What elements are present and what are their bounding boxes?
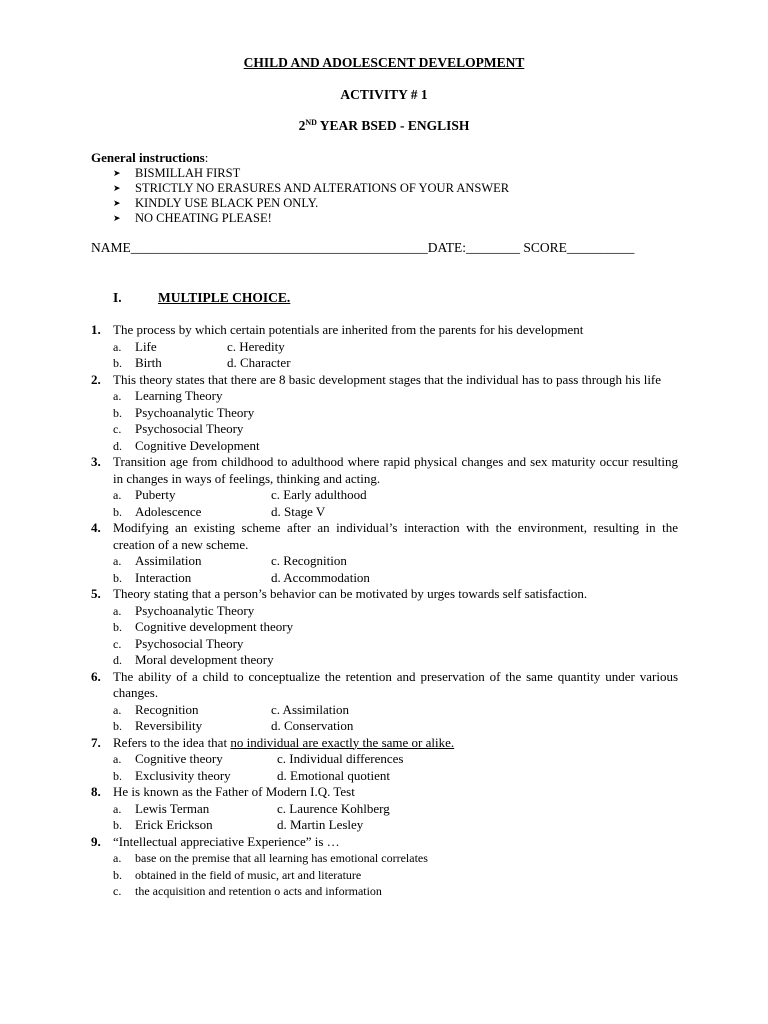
instruction-text: KINDLY USE BLACK PEN ONLY. xyxy=(135,196,319,210)
option-item[interactable] xyxy=(113,603,678,620)
options xyxy=(113,801,678,834)
option-row xyxy=(113,768,678,785)
question-text: Theory stating that a person’s behavior can be motivated by urges towards self satisfaction. xyxy=(113,586,588,601)
options xyxy=(113,850,678,900)
option-row xyxy=(113,570,678,587)
arrow-bullet-icon: ➤ xyxy=(113,183,121,193)
name-date-score-line[interactable]: NAME____________________________________________DATE:________ SCORE__________ xyxy=(91,240,635,255)
option-letter: b. xyxy=(113,719,122,733)
question-6 xyxy=(91,669,678,735)
instructions-colon: : xyxy=(204,150,209,165)
question-text: Transition age from childhood to adulthood where rapid physical changes and sex maturity occur resulting in changes in ways of feelings, thinking and acting. xyxy=(113,454,678,486)
option-text: Cognitive Development xyxy=(135,437,260,453)
option-text[interactable]: c. Heredity xyxy=(227,338,285,354)
year-superscript: ND xyxy=(305,118,317,127)
option-row xyxy=(113,801,678,818)
question-5 xyxy=(91,586,678,669)
option-row xyxy=(113,702,678,719)
option-text[interactable]: Lewis Terman xyxy=(135,800,210,816)
question-number: 5. xyxy=(91,586,101,601)
instruction-item xyxy=(113,211,509,226)
option-text[interactable]: c. Assimilation xyxy=(271,701,349,717)
activity-label: ACTIVITY # 1 xyxy=(340,87,428,102)
option-text[interactable]: c. Recognition xyxy=(271,553,347,568)
option-row xyxy=(113,718,678,735)
option-letter: b. xyxy=(113,356,122,370)
option-item[interactable] xyxy=(113,867,678,884)
question-9 xyxy=(91,834,678,900)
options xyxy=(113,702,678,735)
option-text: Cognitive development theory xyxy=(135,619,294,634)
option-letter: b. xyxy=(113,620,122,634)
option-text[interactable]: d. Conservation xyxy=(271,718,354,733)
option-row xyxy=(113,817,678,834)
option-text[interactable]: c. Laurence Kohlberg xyxy=(277,800,390,816)
option-letter: b. xyxy=(113,818,122,832)
option-letter: a. xyxy=(113,752,122,766)
option-text[interactable]: Cognitive theory xyxy=(135,751,223,766)
question-number: 7. xyxy=(91,734,101,750)
option-letter: b. xyxy=(113,405,122,420)
option-text[interactable]: d. Stage V xyxy=(271,503,326,519)
question-text-underlined: no individual are exactly the same or alike. xyxy=(230,734,455,750)
question-7 xyxy=(91,735,678,785)
arrow-bullet-icon: ➤ xyxy=(113,168,121,178)
option-item[interactable] xyxy=(113,850,678,867)
option-letter: a. xyxy=(113,702,122,717)
option-text[interactable]: d. Character xyxy=(227,355,291,370)
option-text: Psychosocial Theory xyxy=(135,421,244,436)
option-text[interactable]: Life xyxy=(135,338,157,354)
instruction-item xyxy=(113,181,509,196)
option-letter: b. xyxy=(113,504,122,519)
option-text[interactable]: Exclusivity theory xyxy=(135,767,231,783)
question-number: 1. xyxy=(91,322,101,337)
option-text[interactable]: Puberty xyxy=(135,487,176,502)
option-text[interactable]: Recognition xyxy=(135,701,199,717)
instruction-text: BISMILLAH FIRST xyxy=(135,166,241,180)
option-letter: c. xyxy=(113,884,122,898)
options xyxy=(113,487,678,520)
option-row xyxy=(113,355,678,372)
option-letter: a. xyxy=(113,554,122,568)
question-text: “Intellectual appreciative Experience” is … xyxy=(113,833,340,849)
question-number: 3. xyxy=(91,454,101,469)
option-text: Learning Theory xyxy=(135,388,223,403)
option-text[interactable]: Reversibility xyxy=(135,718,203,733)
question-number: 2. xyxy=(91,371,101,387)
option-row xyxy=(113,487,678,504)
question-4 xyxy=(91,520,678,586)
option-letter: b. xyxy=(113,570,122,585)
option-letter: d. xyxy=(113,653,122,667)
option-item[interactable] xyxy=(113,405,678,422)
option-item[interactable] xyxy=(113,652,678,669)
option-letter: b. xyxy=(113,867,122,882)
question-text: The ability of a child to conceptualize the retention and preservation of the same quantity under various changes. xyxy=(113,668,678,700)
option-text[interactable]: d. Emotional quotient xyxy=(277,767,391,783)
question-text: This theory states that there are 8 basic development stages that the individual has to pass through his life xyxy=(113,371,662,387)
option-letter: c. xyxy=(113,636,122,651)
question-number: 4. xyxy=(91,520,101,535)
general-instructions-heading xyxy=(91,150,208,167)
question-1 xyxy=(91,322,678,372)
question-number: 6. xyxy=(91,668,101,684)
option-item[interactable] xyxy=(113,388,678,405)
option-item[interactable] xyxy=(113,619,678,636)
option-text: Psychosocial Theory xyxy=(135,635,244,651)
option-text[interactable]: c. Early adulthood xyxy=(271,487,367,502)
option-item[interactable] xyxy=(113,421,678,438)
section-title: MULTIPLE CHOICE. xyxy=(158,290,291,305)
option-text: obtained in the field of music, art and literature xyxy=(135,867,362,882)
year-course-text: YEAR BSED - ENGLISH xyxy=(316,118,470,133)
document-title: CHILD AND ADOLESCENT DEVELOPMENT xyxy=(243,55,525,70)
option-row xyxy=(113,553,678,570)
question-3 xyxy=(91,454,678,520)
option-row xyxy=(113,504,678,521)
question-text-plain: Refers to the idea that xyxy=(113,734,231,750)
question-2 xyxy=(91,372,678,455)
year-number: 2 xyxy=(298,118,306,133)
options xyxy=(113,553,678,586)
option-text[interactable]: Erick Erickson xyxy=(135,817,213,832)
option-letter: a. xyxy=(113,339,122,354)
option-text[interactable]: Birth xyxy=(135,355,162,370)
option-text[interactable]: Adolescence xyxy=(135,503,202,519)
question-text: Modifying an existing scheme after an individual’s interaction with the environment, resulting in the creation of a new scheme. xyxy=(113,520,678,552)
options xyxy=(113,388,678,454)
option-letter: a. xyxy=(113,389,122,403)
question-number: 8. xyxy=(91,784,101,799)
option-letter: a. xyxy=(113,603,122,618)
option-text: Psychoanalytic Theory xyxy=(135,602,255,618)
option-text: base on the premise that all learning has emotional correlates xyxy=(135,851,428,865)
options xyxy=(113,339,678,372)
question-8 xyxy=(91,784,678,834)
option-item[interactable] xyxy=(113,636,678,653)
option-item[interactable] xyxy=(113,438,678,455)
option-letter: d. xyxy=(113,438,122,453)
options xyxy=(113,751,678,784)
option-row xyxy=(113,751,678,768)
option-text[interactable]: Assimilation xyxy=(135,553,202,568)
option-text: Moral development theory xyxy=(135,652,274,667)
option-letter: a. xyxy=(113,851,122,865)
option-item[interactable] xyxy=(113,883,678,900)
option-row xyxy=(113,339,678,356)
option-text: Psychoanalytic Theory xyxy=(135,404,255,420)
option-text: the acquisition and retention o acts and information xyxy=(135,884,382,898)
option-letter: b. xyxy=(113,768,122,783)
instruction-item xyxy=(113,166,509,181)
option-letter: c. xyxy=(113,422,122,436)
option-text[interactable]: d. Accommodation xyxy=(271,569,370,585)
section-number: I. xyxy=(113,290,122,305)
question-text xyxy=(113,735,678,752)
instruction-item xyxy=(113,196,509,211)
year-course-label xyxy=(0,118,768,135)
question-text: He is known as the Father of Modern I.Q. Test xyxy=(113,784,355,799)
arrow-bullet-icon: ➤ xyxy=(113,198,121,208)
options xyxy=(113,603,678,669)
arrow-bullet-icon: ➤ xyxy=(113,213,121,223)
option-letter: a. xyxy=(113,488,122,502)
question-list xyxy=(91,322,678,900)
instruction-text: NO CHEATING PLEASE! xyxy=(135,211,272,225)
question-number: 9. xyxy=(91,833,101,849)
option-letter: a. xyxy=(113,801,122,816)
instructions-heading-text: General instructions xyxy=(91,150,205,165)
option-text[interactable]: Interaction xyxy=(135,569,192,585)
question-text: The process by which certain potentials are inherited from the parents for his development xyxy=(113,322,584,337)
option-text[interactable]: d. Martin Lesley xyxy=(277,817,364,832)
instruction-text: STRICTLY NO ERASURES AND ALTERATIONS OF YOUR ANSWER xyxy=(135,181,510,195)
instructions-list xyxy=(113,166,509,226)
option-text[interactable]: c. Individual differences xyxy=(277,751,404,766)
